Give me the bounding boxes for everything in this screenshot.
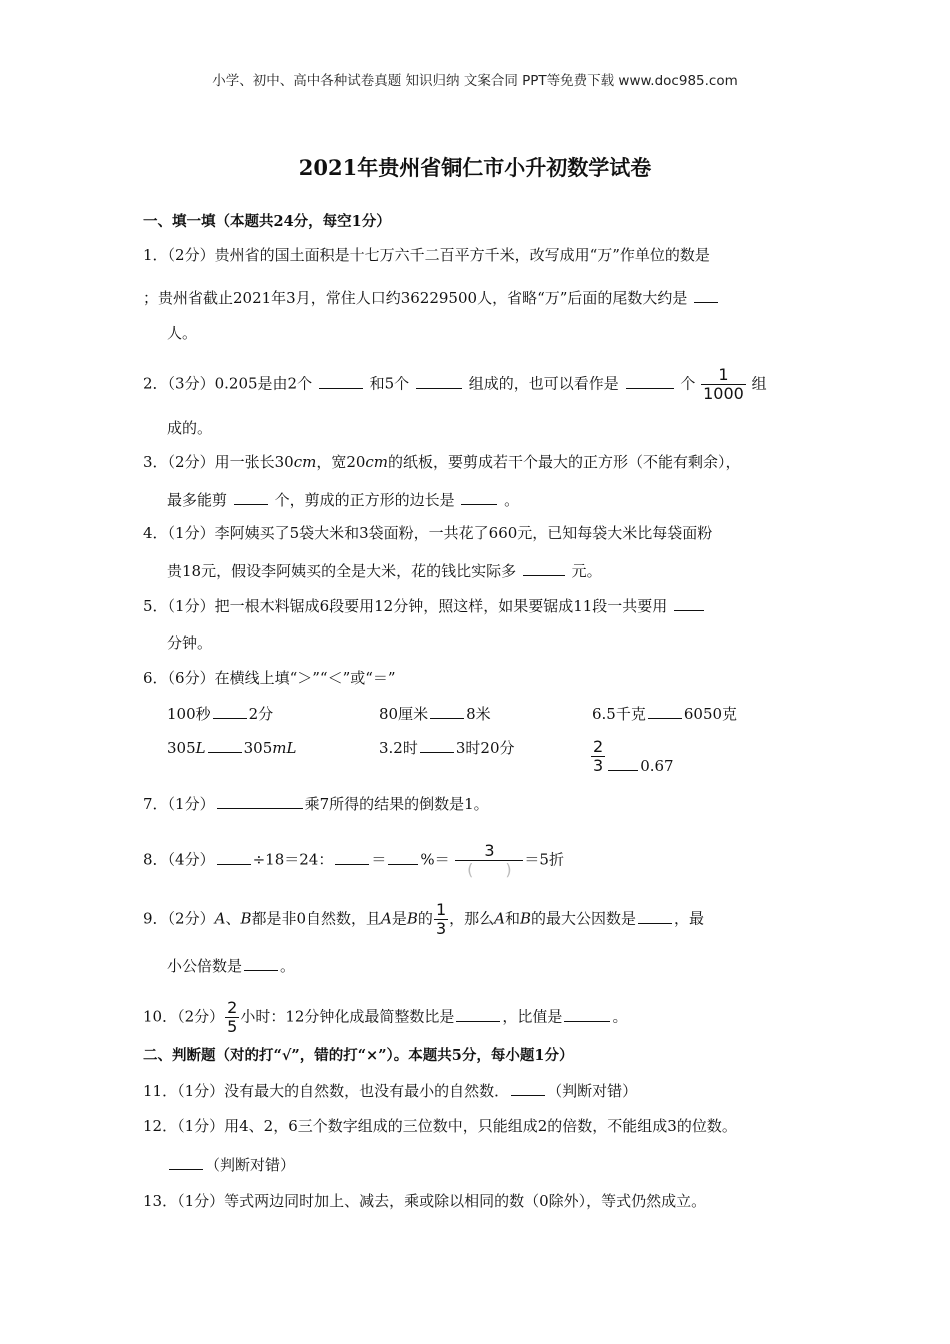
compare-item-5 — [379, 738, 515, 758]
fraction-two-fifths — [225, 999, 239, 1036]
answer-blank[interactable] — [638, 909, 672, 924]
variable-a: A — [494, 909, 505, 928]
question-1-line-3: 人。 — [167, 324, 198, 342]
q9-text-c: 都是非0自然数，且 — [251, 909, 382, 928]
q2-text-a: 2．（3分）0.205是由2个 — [143, 374, 313, 393]
q10-text-d: 。 — [612, 1007, 628, 1026]
question-12-line-1: 12．（1分）用4、2，6三个数字组成的三位数中，只能组成2的倍数，不能组成3的位数。 — [143, 1117, 737, 1135]
question-2-line-2: 成的。 — [167, 419, 213, 437]
q3-text-f: 。 — [504, 491, 520, 509]
variable-b: B — [406, 909, 418, 928]
q11-text-b: （判断对错） — [547, 1082, 638, 1100]
compare-right: 2分 — [248, 705, 274, 723]
answer-blank[interactable] — [319, 374, 363, 389]
question-2-line-1 — [143, 366, 767, 403]
q12-text-b: （判断对错） — [205, 1156, 296, 1174]
variable-a: A — [381, 909, 392, 928]
fraction-one-third — [434, 901, 448, 938]
q7-text-a: 7．（1分） — [143, 795, 215, 813]
question-9-line-1 — [143, 901, 704, 938]
fraction-two-thirds — [591, 738, 605, 775]
q8-text-b: ÷18＝24： — [252, 850, 334, 869]
fraction-three-over-blank — [455, 842, 523, 879]
q8-text-c: ＝ — [371, 850, 387, 869]
answer-blank[interactable] — [674, 596, 704, 611]
q9-text-a: 9．（2分） — [143, 909, 215, 928]
question-4-line-2 — [167, 561, 602, 581]
question-3-line-1 — [143, 452, 741, 472]
q9-text-f: ，那么 — [449, 909, 495, 928]
q11-text-a: 11．（1分）没有最大的自然数，也没有最小的自然数． — [143, 1082, 510, 1100]
q9-text-b: 、 — [225, 909, 241, 928]
compare-left-number: 305 — [167, 739, 196, 757]
variable-a: A — [214, 909, 226, 928]
fraction-numerator: 1 — [718, 365, 729, 384]
q4-text-b: 元。 — [571, 562, 602, 580]
compare-right: 3时20分 — [455, 739, 515, 757]
answer-blank[interactable] — [213, 704, 247, 719]
q5-text-a: 5．（1分）把一根木料锯成6段要用12分钟，照这样，如果要锯成11段一共要用 — [143, 597, 668, 615]
question-3-line-2 — [167, 490, 519, 510]
answer-blank[interactable] — [244, 956, 278, 971]
q9-text-j: 小公倍数是 — [167, 957, 243, 975]
compare-right-unit: mL — [272, 739, 297, 757]
question-12-line-2 — [167, 1155, 295, 1175]
answer-blank[interactable] — [608, 756, 638, 771]
answer-blank[interactable] — [694, 288, 718, 303]
question-1-text-2: ；贵州省截止2021年3月，常住人口约36229500人，省略“万”后面的尾数大约是 — [143, 289, 688, 307]
compare-right-number: 305 — [243, 739, 273, 757]
compare-item-1 — [167, 704, 273, 724]
fraction-denominator: 3 — [593, 756, 604, 775]
fraction-denominator: 1000 — [703, 384, 744, 403]
compare-left: 100秒 — [167, 705, 211, 723]
fraction-one-thousandth — [701, 366, 746, 403]
compare-right: 8米 — [466, 705, 491, 723]
section-1-heading: 一、填一填（本题共24分，每空1分） — [143, 213, 391, 230]
answer-blank[interactable] — [511, 1081, 545, 1096]
answer-blank[interactable] — [564, 1007, 610, 1022]
answer-blank[interactable] — [456, 1007, 500, 1022]
answer-blank[interactable] — [217, 794, 303, 809]
compare-item-3 — [592, 704, 737, 724]
answer-blank[interactable] — [335, 850, 369, 865]
q10-text-a: 10．（2分） — [143, 1007, 225, 1026]
compare-item-6 — [590, 738, 674, 775]
question-13-line-1: 13．（1分）等式两边同时加上、减去，乘或除以相同的数（0除外），等式仍然成立。 — [143, 1192, 707, 1210]
answer-blank[interactable] — [461, 490, 497, 505]
fraction-numerator: 2 — [227, 998, 238, 1017]
answer-blank[interactable] — [420, 738, 454, 753]
compare-item-2 — [379, 704, 491, 724]
section-2-heading: 二、判断题（对的打“√”，错的打“×”）。本题共5分，每小题1分） — [143, 1047, 574, 1064]
q7-text-b: 乘7所得的结果的倒数是1。 — [304, 795, 489, 813]
q3-text-b: ，宽20 — [316, 453, 366, 471]
q2-text-d: 个 — [680, 374, 696, 393]
question-1-line-2 — [143, 288, 720, 308]
q2-text-b: 和5个 — [369, 374, 410, 393]
question-9-line-2 — [167, 956, 295, 976]
question-1-line-1: 1．（2分）贵州省的国土面积是十七万六千二百平方千米，改写成用“万”作单位的数是 — [143, 246, 710, 264]
fraction-denominator: 5 — [227, 1017, 238, 1036]
compare-right: 6050克 — [683, 705, 738, 723]
q2-text-e: 组 — [751, 374, 767, 393]
exam-title: 2021年贵州省铜仁市小升初数学试卷 — [298, 155, 652, 180]
q9-text-e: 的 — [417, 909, 433, 928]
answer-blank[interactable] — [208, 738, 242, 753]
fraction-numerator: 1 — [435, 900, 447, 919]
question-5-line-2: 分钟。 — [167, 634, 213, 652]
question-7-line-1 — [143, 794, 489, 814]
compare-left: 6.5千克 — [592, 705, 646, 723]
answer-blank[interactable] — [416, 374, 462, 389]
answer-blank[interactable] — [217, 850, 251, 865]
question-8-line-1 — [143, 842, 564, 879]
variable-b: B — [240, 909, 252, 928]
q9-text-h: 的最大公因数是 — [531, 909, 637, 928]
question-10-line-1 — [143, 999, 627, 1036]
q9-text-d: 是 — [391, 909, 407, 928]
fraction-denominator: 3 — [435, 919, 447, 938]
question-5-line-1 — [143, 596, 706, 616]
question-6-line-1: 6．（6分）在横线上填“＞”“＜”或“＝” — [143, 669, 396, 687]
q2-text-c: 组成的，也可以看作是 — [468, 374, 619, 393]
q9-text-i: ，最 — [674, 909, 705, 928]
fraction-numerator: 3 — [484, 841, 495, 860]
q4-text-a: 贵18元，假设李阿姨买的全是大米，花的钱比实际多 — [167, 562, 517, 580]
answer-blank[interactable] — [648, 704, 682, 719]
compare-left: 3.2时 — [379, 739, 418, 757]
q8-text-a: 8．（4分） — [143, 850, 215, 869]
q8-text-e: ＝5折 — [524, 850, 564, 869]
answer-blank[interactable] — [234, 490, 268, 505]
answer-blank[interactable] — [430, 704, 464, 719]
q3-text-a: 3．（2分）用一张长30 — [143, 453, 294, 471]
q8-text-d: %＝ — [420, 850, 450, 869]
q9-text-g: 和 — [504, 909, 520, 928]
q3-unit-cm-2: cm — [365, 453, 389, 471]
answer-blank[interactable] — [388, 850, 418, 865]
compare-item-4 — [167, 738, 296, 758]
compare-right: 0.67 — [640, 756, 674, 775]
question-4-line-1: 4．（1分）李阿姨买了5袋大米和3袋面粉，一共花了660元，已知每袋大米比每袋面粉 — [143, 524, 713, 542]
fraction-denominator-blank[interactable]: ( ) — [467, 860, 512, 879]
fraction-numerator: 2 — [593, 737, 604, 756]
compare-left: 80厘米 — [379, 705, 429, 723]
variable-b: B — [520, 909, 532, 928]
q3-unit-cm: cm — [293, 453, 317, 471]
watermark-header: 小学、初中、高中各种试卷真题 知识归纳 文案合同 PPT等免费下载 www.doc985.com — [212, 73, 738, 89]
answer-blank[interactable] — [626, 374, 674, 389]
q3-text-c: 的纸板，要剪成若干个最大的正方形（不能有剩余）， — [388, 453, 741, 471]
q9-text-k: 。 — [280, 957, 296, 975]
q3-text-e: 个，剪成的正方形的边长是 — [274, 491, 455, 509]
answer-blank[interactable] — [523, 561, 565, 576]
q3-text-d: 最多能剪 — [167, 491, 228, 509]
answer-blank[interactable] — [169, 1155, 203, 1170]
q10-text-b: 小时：12分钟化成最简整数比是 — [240, 1007, 455, 1026]
question-11-line-1 — [143, 1081, 637, 1101]
q10-text-c: ，比值是 — [502, 1007, 563, 1026]
compare-left-unit: L — [195, 739, 206, 757]
